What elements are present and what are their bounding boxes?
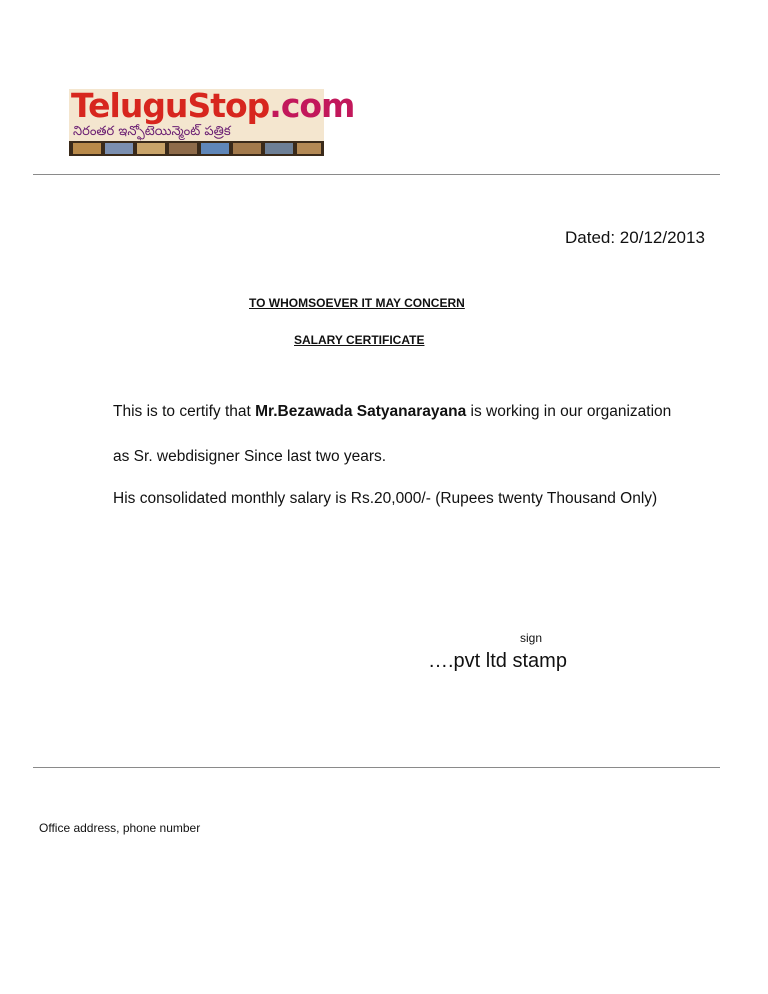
sign-label: sign: [520, 631, 543, 645]
header-divider: [33, 174, 720, 175]
certify-line: This is to certify that Mr.Bezawada Satyanarayana is working in our organization: [113, 403, 672, 420]
heading-to-whom: TO WHOMSOEVER IT MAY CONCERN: [249, 296, 465, 310]
heading-salary-certificate: SALARY CERTIFICATE: [294, 333, 425, 347]
logo-wordmark: TeluguStop.com: [71, 86, 355, 125]
logo-tagline: నిరంతర ఇన్ఫోటెయిన్మెంట్ పత్రిక: [73, 124, 231, 139]
footer-divider: [33, 767, 720, 768]
office-address: Office address, phone number: [39, 821, 201, 835]
logo-film-strip: [69, 141, 324, 156]
designation-line: as Sr. webdisigner Since last two years.: [113, 448, 387, 465]
certificate-date: Dated: 20/12/2013: [565, 228, 705, 247]
employee-name: Mr.Bezawada Satyanarayana: [255, 403, 467, 420]
company-stamp: ….pvt ltd stamp: [428, 650, 567, 672]
salary-line: His consolidated monthly salary is Rs.20,000/- (Rupees twenty Thousand Only): [113, 490, 658, 507]
company-logo: [69, 86, 355, 156]
